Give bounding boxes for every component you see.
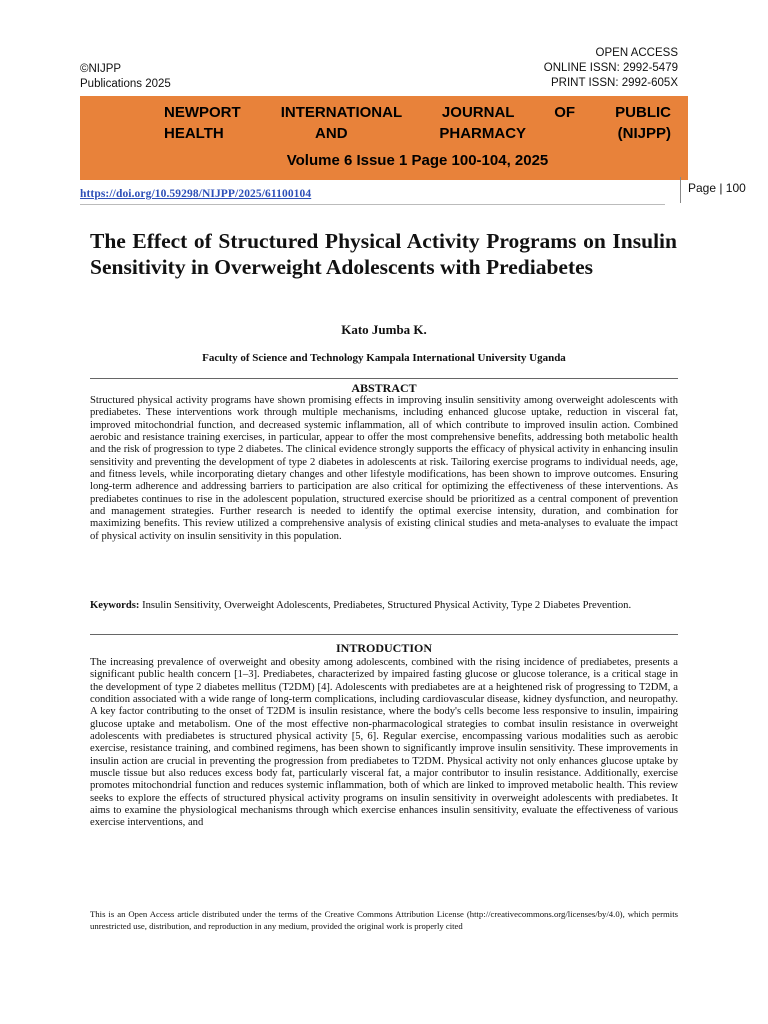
- open-access-label: OPEN ACCESS: [595, 47, 678, 59]
- keywords: [90, 600, 678, 612]
- issn-block: [544, 46, 678, 91]
- author-affiliation: Faculty of Science and Technology Kampala International University Uganda: [202, 352, 566, 364]
- journal-name-line1: NEWPORT INTERNATIONAL JOURNAL OF PUBLIC: [164, 104, 671, 121]
- doi-divider: [80, 204, 665, 205]
- online-issn: ONLINE ISSN: 2992-5479: [543, 62, 678, 74]
- print-issn: PRINT ISSN: 2992-605X: [551, 77, 678, 89]
- copyright-label: ©NIJPP: [80, 63, 122, 75]
- publications-label: Publications 2025: [80, 78, 171, 90]
- intro-top-rule: [90, 634, 678, 635]
- abstract-text: Structured physical activity programs have shown promising effects in improving insulin sensitivity among overweight adolescents with prediabetes. These interventions work through multiple mechanisms, including enhanced glucose uptake, reduction in visceral fat, improved mitochondrial function, and decreased systemic inflammation, all of which contribute to improved insulin action. Combined aerobic and resistance training exercises, in particular, appear to offer the most comprehensive benefits, addressing both metabolic health and the risk of progression to type 2 diabetes. The clinical evidence strongly supports the efficacy of physical activity in enhancing insulin sensitivity and preventing the development of type 2 diabetes in adolescents at risk. Tailoring exercise programs to individual needs, age, and fitness levels, while incorporating dietary changes and other lifestyle modifications, has been shown to improve outcomes. Ensuring long-term adherence and addressing barriers to participation are also critical for optimizing the effectiveness of these interventions. As prediabetes continues to rise in the adolescent population, structured exercise should be prioritized as a central component of prevention and management strategies. Further research is needed to identify the optimal exercise intensity, duration, and combination for maximizing benefits. This review utilized a comprehensive analysis of existing clinical studies and meta-analyses to evaluate the impact of physical activity on insulin sensitivity in this population.: [90, 395, 678, 542]
- journal-name-line2: HEALTH AND PHARMACY (NIJPP): [164, 125, 671, 142]
- doi-link[interactable]: https://doi.org/10.59298/NIJPP/2025/61100104: [80, 188, 312, 200]
- author-name: Kato Jumba K.: [341, 322, 427, 337]
- keywords-list: Insulin Sensitivity, Overweight Adolescents, Prediabetes, Structured Physical Activity, Type 2 Diabetes Prevention.: [139, 600, 632, 611]
- article-title: The Effect of Structured Physical Activity Programs on Insulin Sensitivity in Overweight Adolescents with Prediabetes: [90, 229, 677, 279]
- volume-info: Volume 6 Issue 1 Page 100-104, 2025: [286, 152, 549, 169]
- introduction-heading: INTRODUCTION: [335, 641, 432, 655]
- abstract-heading: ABSTRACT: [351, 381, 417, 395]
- publisher-block: [80, 62, 171, 92]
- abstract-top-rule: [90, 378, 678, 379]
- journal-name: [164, 102, 671, 144]
- keywords-label: Keywords:: [90, 600, 140, 611]
- introduction-text: The increasing prevalence of overweight and obesity among adolescents, combined with the rising incidence of prediabetes, presents a significant public health concern [1–3]. Prediabetes, characterized by impaired fasting glucose or glucose tolerance, is a critical stage in the development of type 2 diabetes mellitus (T2DM) [4]. Adolescents with prediabetes are at a heightened risk of progressing to T2DM, a condition associated with a wide range of long-term complications, including cardiovascular disease, kidney dysfunction, and neuropathy. A key factor contributing to the onset of T2DM is insulin resistance, where the body's cells become less responsive to insulin, impairing glucose uptake and metabolism. One of the most effective non-pharmacological strategies to combat insulin resistance in overweight adolescents with prediabetes is structured physical activity [5, 6]. Regular exercise, encompassing various modalities such as aerobic exercise, resistance training, and combined regimens, has been shown to significantly improve insulin sensitivity. These improvements in insulin action are crucial in preventing the progression from prediabetes to T2DM. Physical activity not only enhances glucose uptake by muscle tissue but also reduces excess body fat, particularly visceral fat, a major contributor to insulin resistance. Additionally, exercise promotes mitochondrial function and reduces systemic inflammation, both of which are linked to improved metabolic health. This review seeks to explore the effects of structured physical activity programs on insulin sensitivity in overweight adolescents with prediabetes. It aims to examine the physiological mechanisms through which exercise enhances insulin sensitivity, evaluate the effectiveness of various exercise interventions, and: [90, 657, 678, 829]
- license-footnote: This is an Open Access article distributed under the terms of the Creative Commons Attribution License (http://creativecommons.org/licenses/by/4.0), which permits unrestricted use, distribution, and reproduction in any medium, provided the original work is properly cited: [90, 909, 678, 931]
- page-number: Page | 100: [688, 181, 746, 195]
- journal-banner: [80, 96, 688, 180]
